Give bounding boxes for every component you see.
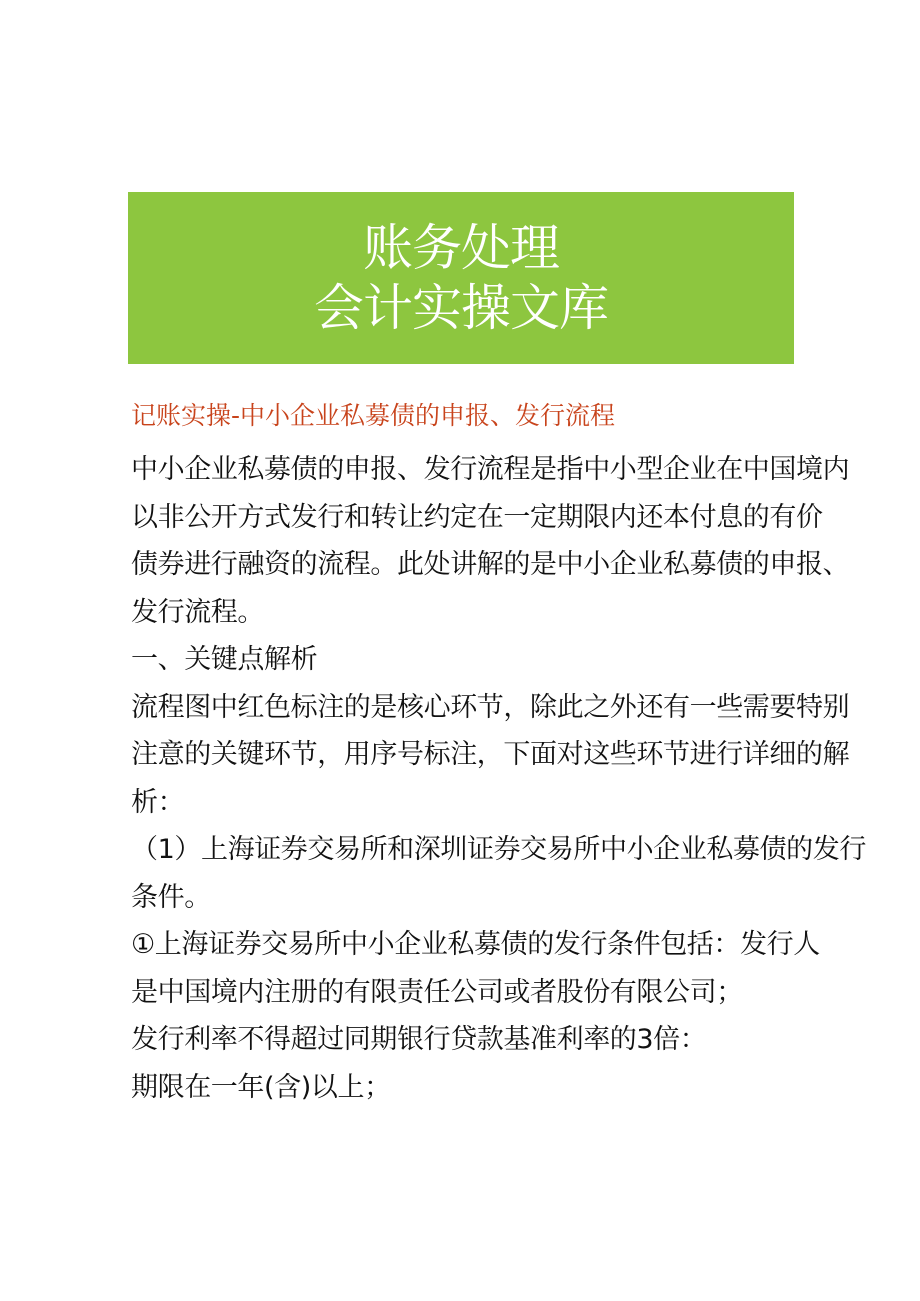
item-line: 条件。 — [131, 881, 211, 913]
section-paragraph — [131, 684, 850, 827]
section-line: 注意的关键环节，用序号标注，下面对这些环节进行详细的解 — [131, 739, 850, 770]
intro-line: 中小企业私募债的申报、发行流程是指中小型企业在中国境内 — [131, 454, 850, 485]
sub-item-line: ①上海证券交易所中小企业私募债的发行条件包括：发行人 — [131, 929, 820, 960]
section-line: 流程图中红色标注的是核心环节，除此之外还有一些需要特别 — [131, 691, 850, 723]
intro-paragraph — [131, 446, 850, 636]
intro-line: 以非公开方式发行和转让约定在一定期限内还本付息的有价 — [131, 501, 823, 533]
document-body — [131, 396, 866, 1111]
list-item — [131, 826, 866, 921]
item-line: （1）上海证券交易所和深圳证券交易所中小企业私募债的发行 — [131, 834, 866, 865]
banner-title-line1: 账务处理 — [363, 219, 559, 277]
condition-line: 发行利率不得超过同期银行贷款基准利率的3倍： 期限在一年(含)以上； — [131, 1024, 707, 1103]
sub-list-item — [131, 921, 820, 1016]
document-title: 记账实操-中小企业私募债的申报、发行流程 — [131, 401, 616, 430]
header-banner — [128, 192, 794, 364]
section-line: 析： — [131, 786, 185, 818]
section-heading: 一、关键点解析 — [131, 644, 318, 675]
banner-title-line2: 会计实操文库 — [314, 279, 608, 337]
sub-item-line: 是中国境内注册的有限责任公司或者股份有限公司； — [131, 976, 743, 1008]
intro-line: 债券进行融资的流程。此处讲解的是中小企业私募债的申报、 — [131, 549, 850, 580]
intro-line: 发行流程。 — [131, 596, 264, 628]
